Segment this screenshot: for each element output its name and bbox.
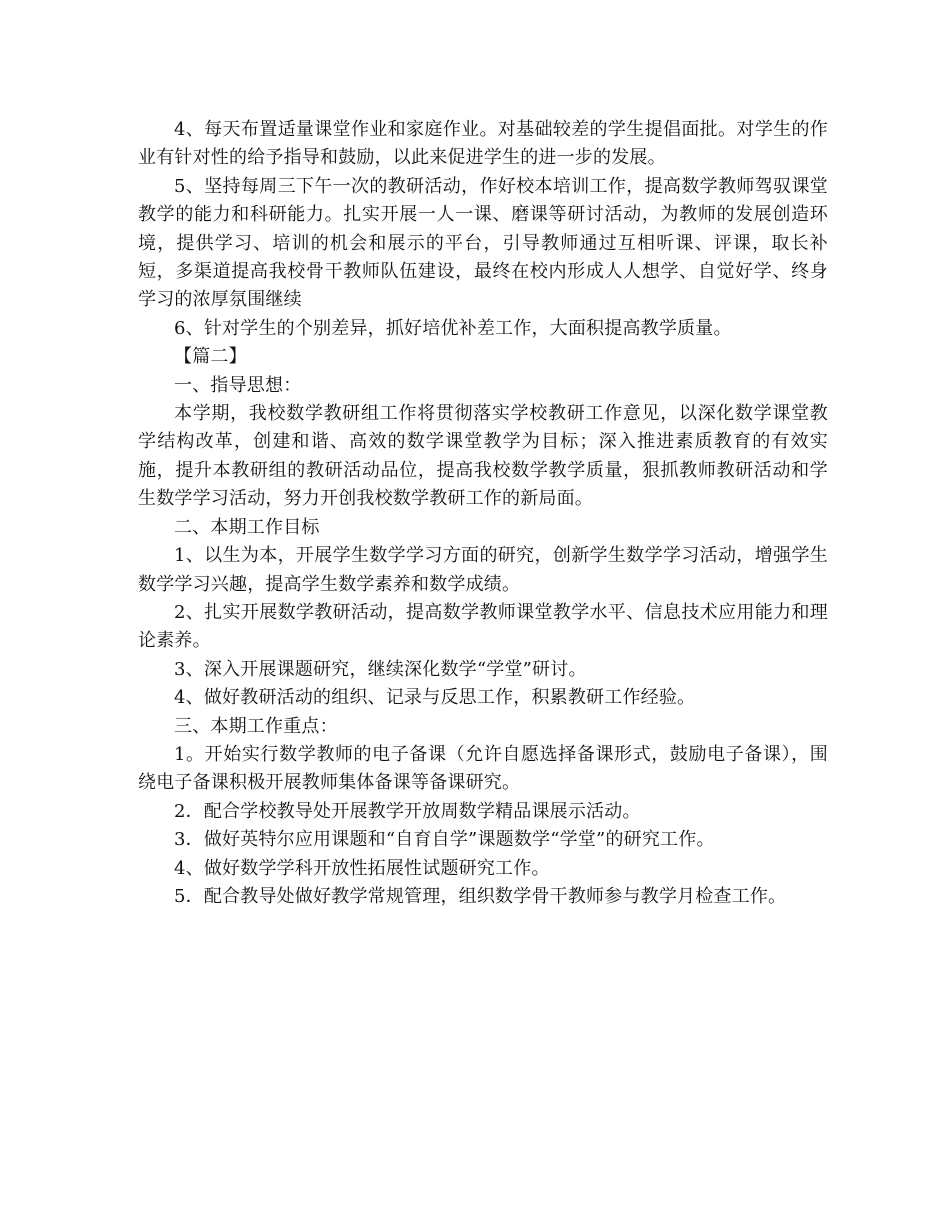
- heading-work-focus: 三、本期工作重点：: [174, 715, 338, 737]
- goal-item-1: 1、以生为本，开展学生数学学习方面的研究，创新学生数学学习活动，增强学生数学学习兴趣，提高学生数学素养和数学成绩。: [138, 545, 828, 595]
- section-heading-part-two: 【篇二】: [174, 346, 247, 368]
- focus-item-1: 1。开始实行数学教师的电子备课（允许自愿选择备课形式，鼓励电子备课），围绕电子备课积极开展教师集体备课等备课研究。: [138, 743, 828, 794]
- document-body: [138, 116, 828, 911]
- focus-item-2: 2．配合学校教导处开展教学开放周数学精品课展示活动。: [174, 800, 641, 822]
- focus-item-3: 3．做好英特尔应用课题和“自育自学”课题数学“学堂”的研究工作。: [174, 829, 715, 851]
- paragraph-item-5: 5、坚持每周三下午一次的教研活动，作好校本培训工作，提高数学教师驾驭课堂教学的能力和科研能力。扎实开展一人一课、磨课等研讨活动，为教师的发展创造环境，提供学习、培训的机会和展示的平台，引导教师通过互相听课、评课，取长补短，多渠道提高我校骨干教师队伍建设，最终在校内形成人人想学、自觉好学、终身学习的浓厚氛围继续: [138, 175, 828, 311]
- focus-item-4: 4、做好数学学科开放性拓展性试题研究工作。: [174, 857, 550, 879]
- heading-guiding-ideology: 一、指导思想：: [174, 374, 302, 396]
- heading-work-goals: 二、本期工作目标: [174, 516, 320, 538]
- goal-item-2: 2、扎实开展数学教研活动，提高数学教师课堂教学水平、信息技术应用能力和理论素养。: [138, 601, 828, 652]
- paragraph-item-6: 6、针对学生的个别差异，抓好培优补差工作，大面积提高教学质量。: [174, 317, 732, 339]
- paragraph-item-4: 4、每天布置适量课堂作业和家庭作业。对基础较差的学生提倡面批。对学生的作业有针对性的给予指导和鼓励，以此来促进学生的进一步的发展。: [138, 119, 828, 169]
- goal-item-3: 3、深入开展课题研究，继续深化数学“学堂”研讨。: [174, 658, 587, 680]
- goal-item-4: 4、做好教研活动的组织、记录与反思工作，积累教研工作经验。: [174, 687, 696, 709]
- focus-item-5: 5．配合教导处做好教学常规管理，组织数学骨干教师参与教学月检查工作。: [174, 885, 787, 907]
- paragraph-guiding-ideology: 本学期，我校数学教研组工作将贯彻落实学校教研工作意见，以深化数学课堂教学结构改革，创建和谐、高效的数学课堂教学为目标；深入推进素质教育的有效实施，提升本教研组的教研活动品位，提高我校数学教学质量，狠抓教师教研活动和学生数学学习活动，努力开创我校数学教研工作的新局面。: [138, 403, 828, 510]
